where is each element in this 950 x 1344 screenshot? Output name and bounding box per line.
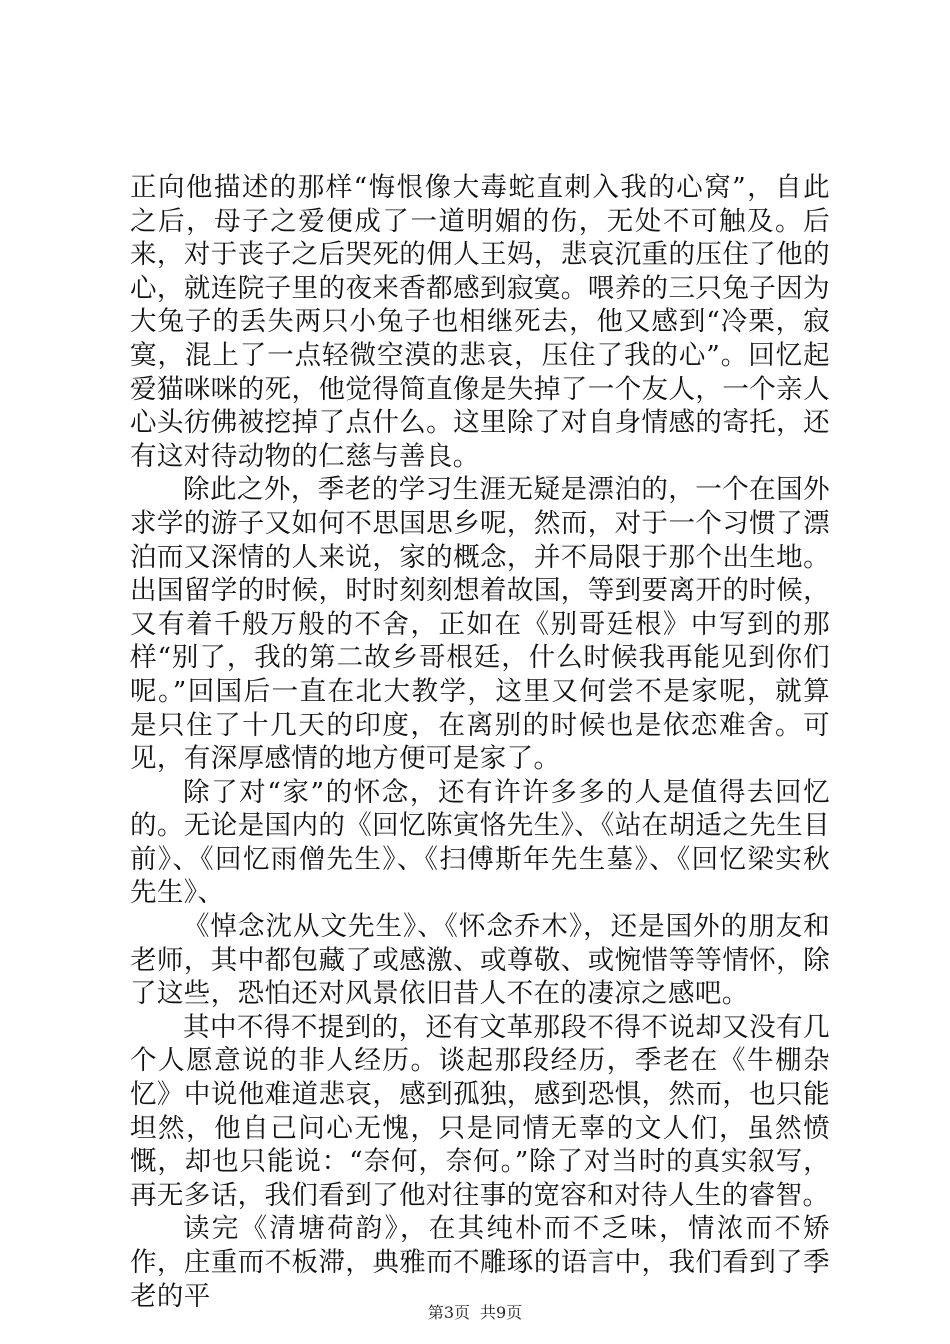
- paragraph-2: 除此之外，季老的学习生涯无疑是漂泊的，一个在国外求学的游子又如何不思国思乡呢，然而，对于一个习惯了漂泊而又深情的人来说，家的概念，并不局限于那个出生地。出国留学的时候，时时刻刻想着故国，等到要离开的时候，又有着千般万般的不舍，正如在《别哥廷根》中写到的那样“别了，我的第二故乡哥根廷，什么时候我再能见到你们呢。”回国后一直在北大教学，这里又何尝不是家呢，就算是只住了十几天的印度，在离别的时候也是依恋难舍。可见，有深厚感情的地方便可是家了。: [130, 474, 830, 775]
- paragraph-3: 除了对“家”的怀念，还有许许多多的人是值得去回忆的。无论是国内的《回忆陈寅恪先生》、《站在胡适之先生目前》、《回忆雨僧先生》、《扫傅斯年先生墓》、《回忆梁实秋先生》、: [130, 776, 830, 909]
- paragraph-1: 正向他描述的那样“悔恨像大毒蛇直刺入我的心窝”，自此之后，母子之爱便成了一道明媚的伤，无处不可触及。后来，对于丧子之后哭死的佣人王妈，悲哀沉重的压住了他的心，就连院子里的夜来香都感到寂寞。喂养的三只兔子因为大兔子的丢失两只小兔子也相继死去，他又感到“冷栗，寂寞，混上了一点轻微空漠的悲哀，压住了我的心”。回忆起爱猫咪咪的死，他觉得简直像是失掉了一个友人，一个亲人心头彷佛被挖掉了点什么。这里除了对自身情感的寄托，还有这对待动物的仁慈与善良。: [130, 172, 830, 472]
- page-number-current: 第3页: [427, 1303, 470, 1322]
- page-number-total: 共9页: [480, 1303, 523, 1322]
- document-body: [130, 171, 830, 1313]
- paragraph-6: 读完《清塘荷韵》，在其纯朴而不乏味，情浓而不矫作，庄重而不板滞，典雅而不雕琢的语言中，我们看到了季老的平: [130, 1213, 830, 1312]
- paragraph-5: 其中不得不提到的，还有文革那段不得不说却又没有几个人愿意说的非人经历。谈起那段经历，季老在《牛棚杂忆》中说他难道悲哀，感到孤独，感到恐惧，然而，也只能坦然，他自己问心无愧，只是同情无辜的文人们，虽然愤慨，却也只能说：“奈何，奈何。”除了对当时的真实叙写，再无多话，我们看到了他对往事的宽容和对待人生的睿智。: [130, 1011, 830, 1211]
- paragraph-4: 《悼念沈从文先生》、《怀念乔木》，还是国外的朋友和老师，其中都包藏了或感激、或尊敬、或惋惜等等情怀，除了这些，恐怕还对风景依旧昔人不在的凄凉之感吧。: [130, 911, 830, 1010]
- page-footer: [0, 1300, 950, 1323]
